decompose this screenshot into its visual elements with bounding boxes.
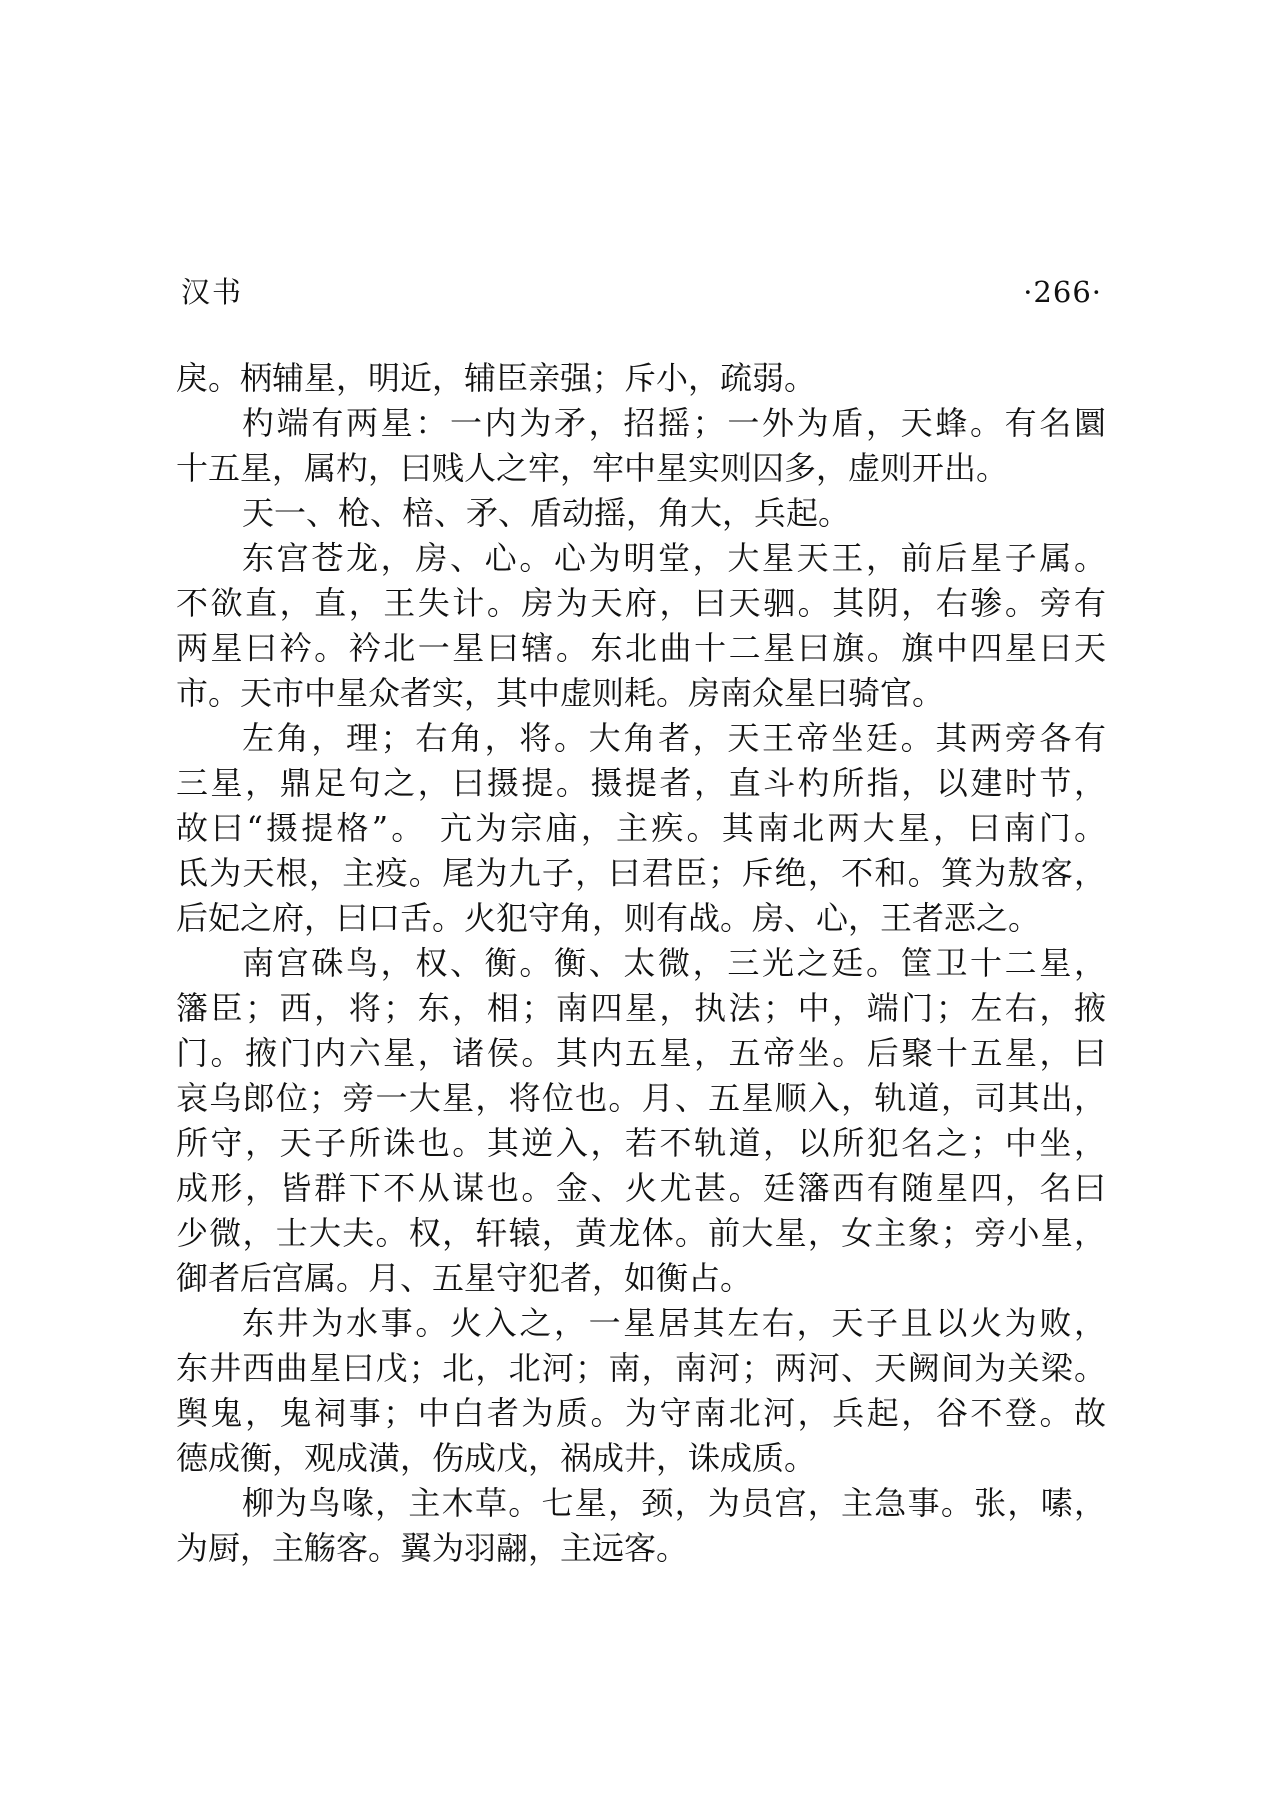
- text-line: 后妃之府，曰口舌。火犯守角，则有战。房、心，王者恶之。: [176, 899, 1041, 937]
- text-line: 哀乌郎位；旁一大星，将位也。月、五星顺入，轨道，司其出，: [176, 1079, 1106, 1117]
- text-line: 南宫硃鸟，权、衡。衡、太微，三光之廷。筐卫十二星，: [242, 944, 1106, 982]
- text-line: 东宫苍龙，房、心。心为明堂，大星天王，前后星子属。: [242, 539, 1106, 577]
- text-line: 柳为鸟喙，主木草。七星，颈，为员宫，主急事。张，嗉，: [242, 1484, 1106, 1522]
- text-line: 所守，天子所诛也。其逆入，若不轨道，以所犯名之；中坐，: [176, 1124, 1106, 1162]
- text-line: 天一、枪、棓、矛、盾动摇，角大，兵起。: [242, 494, 851, 532]
- text-line: 成形，皆群下不从谋也。金、火尤甚。廷籓西有随星四，名曰: [176, 1169, 1106, 1207]
- text-line: 东井为水事。火入之，一星居其左右，天子且以火为败，: [242, 1304, 1106, 1342]
- body-text: [176, 356, 1106, 1571]
- text-line: 不欲直，直，王失计。房为天府，曰天驷。其阴，右骖。旁有: [176, 584, 1106, 622]
- text-line: 为厨，主觞客。翼为羽翮，主远客。: [176, 1529, 689, 1567]
- text-line: 氐为天根，主疫。尾为九子，曰君臣；斥绝，不和。箕为敖客，: [176, 854, 1106, 892]
- running-title: 汉书: [181, 275, 244, 309]
- text-line: 少微，士大夫。权，轩辕，黄龙体。前大星，女主象；旁小星，: [176, 1214, 1106, 1252]
- text-line: 杓端有两星：一内为矛，招摇；一外为盾，天蜂。有名圜: [242, 404, 1106, 442]
- text-line: 市。天市中星众者实，其中虚则耗。房南众星曰骑官。: [176, 674, 945, 712]
- text-line: 舆鬼，鬼祠事；中白者为质。为守南北河，兵起，谷不登。故: [176, 1394, 1106, 1432]
- text-line: 御者后宫属。月、五星守犯者，如衡占。: [176, 1259, 753, 1297]
- text-line: 门。掖门内六星，诸侯。其内五星，五帝坐。后聚十五星，曰: [176, 1034, 1106, 1072]
- text-line: 戾。柄辅星，明近，辅臣亲强；斥小，疏弱。: [176, 359, 817, 397]
- text-line: 左角，理；右角，将。大角者，天王帝坐廷。其两旁各有: [242, 719, 1106, 757]
- page-number: ·266·: [1023, 275, 1102, 309]
- text-line: 两星曰衿。衿北一星曰辖。东北曲十二星曰旗。旗中四星曰天: [176, 629, 1106, 667]
- text-line: 故曰“摄提格”。 亢为宗庙，主疾。其南北两大星，曰南门。: [176, 809, 1106, 847]
- text-line: 东井西曲星曰戊；北，北河；南，南河；两河、天阙间为关梁。: [176, 1349, 1106, 1387]
- text-line: 德成衡，观成潢，伤成戊，祸成井，诛成质。: [176, 1439, 817, 1477]
- text-line: 籓臣；西，将；东，相；南四星，执法；中，端门；左右，掖: [176, 989, 1106, 1027]
- text-line: 十五星，属杓，曰贱人之牢，牢中星实则囚多，虚则开出。: [176, 449, 1009, 487]
- text-line: 三星，鼎足句之，曰摄提。摄提者，直斗杓所指，以建时节，: [176, 764, 1106, 802]
